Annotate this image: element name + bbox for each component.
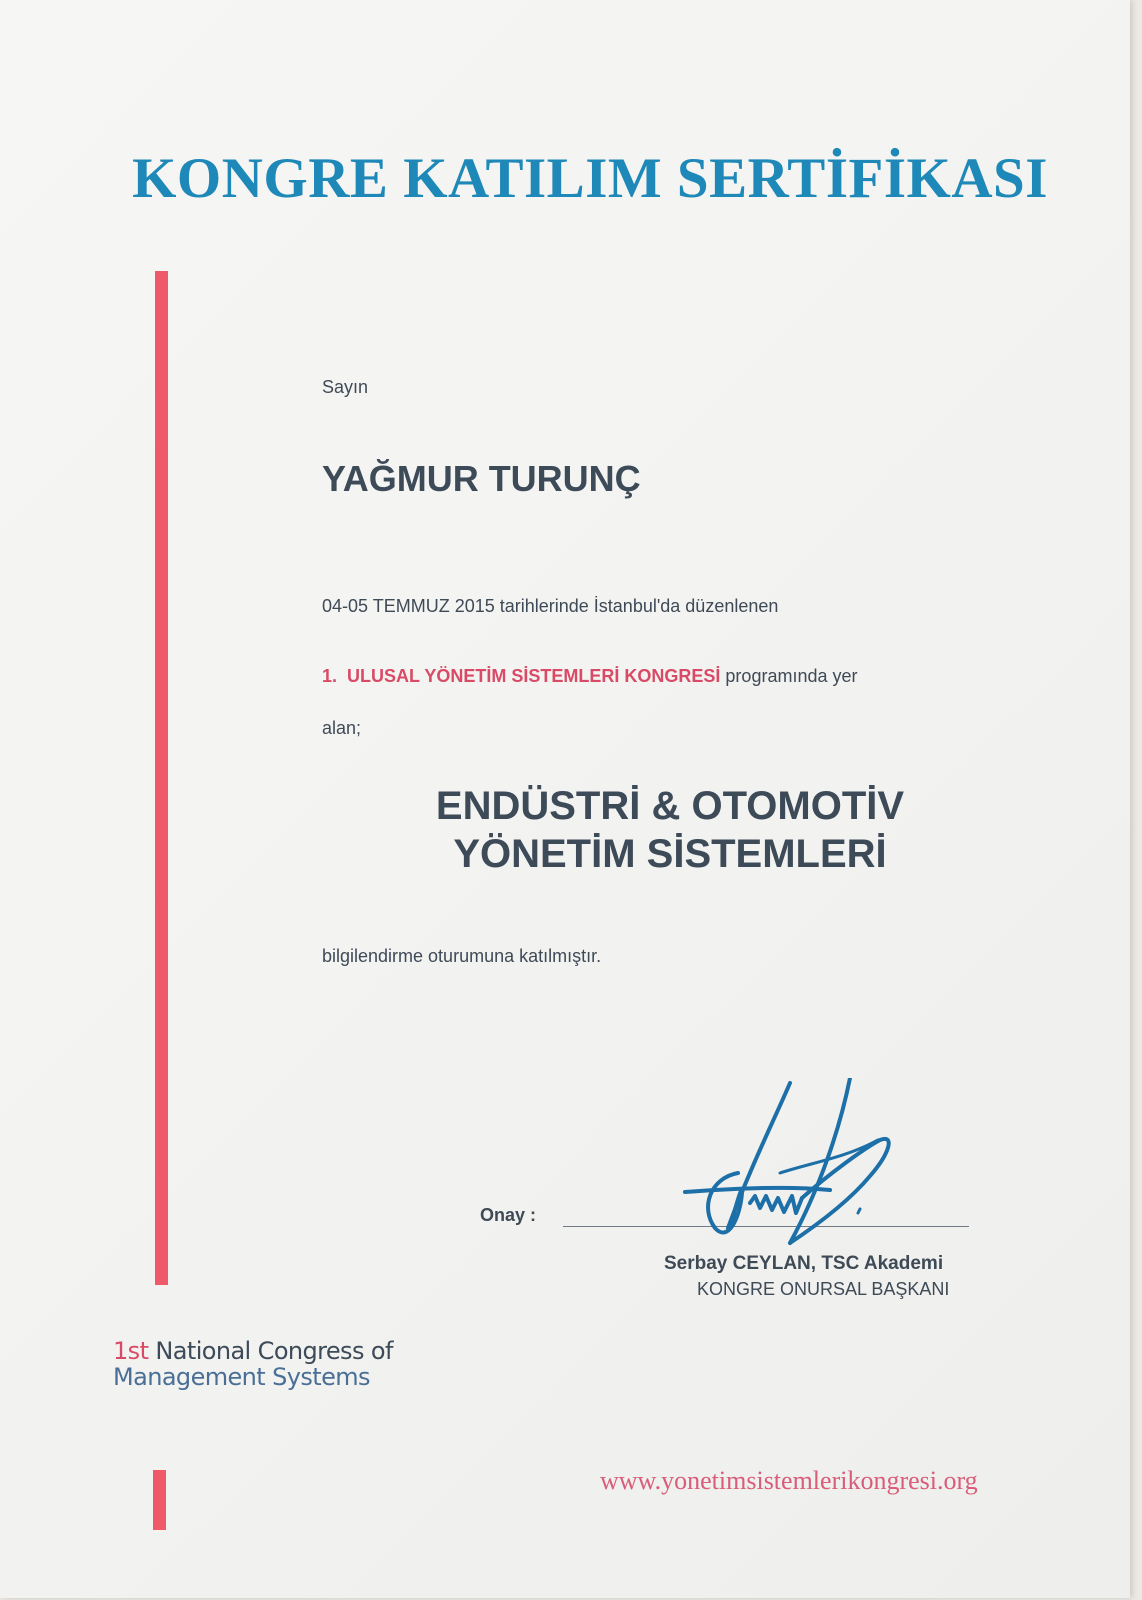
footer-accent-bar [153, 1470, 166, 1530]
congress-number: 1. [322, 666, 338, 686]
session-title-line2: YÖNETİM SİSTEMLERİ [453, 832, 887, 876]
handwritten-signature [680, 1078, 900, 1263]
signer-name: Serbay CEYLAN, TSC Akademi [664, 1253, 944, 1274]
congress-line [322, 666, 858, 687]
logo-line2: Management Systems [113, 1363, 370, 1391]
approval-label: Onay : [480, 1205, 537, 1225]
salutation: Sayın [322, 377, 369, 397]
session-title [300, 782, 1040, 878]
session-title-line1: ENDÜSTRİ & OTOMOTİV [435, 784, 905, 828]
congress-logo [113, 1338, 393, 1390]
certificate-title: KONGRE KATILIM SERTİFİKASI [132, 147, 1048, 210]
congress-name: ULUSAL YÖNETİM SİSTEMLERİ KONGRESİ [347, 666, 721, 686]
attendance-statement: bilgilendirme oturumuna katılmıştır. [322, 946, 602, 966]
recipient-name: YAĞMUR TURUNÇ [322, 458, 641, 499]
logo-line1 [113, 1338, 393, 1364]
website-url: www.yonetimsistemlerikongresi.org [600, 1466, 978, 1495]
congress-suffix: programında yer [725, 666, 858, 686]
logo-number: 1st [113, 1337, 149, 1365]
signer-role: KONGRE ONURSAL BAŞKANI [697, 1279, 950, 1299]
left-accent-bar [155, 271, 168, 1285]
event-dates-text: 04-05 TEMMUZ 2015 tarihlerinde İstanbul'da düzenlenen [322, 596, 779, 616]
congress-suffix-continued: alan; [322, 718, 362, 738]
logo-line1-text: National Congress of [155, 1337, 393, 1365]
